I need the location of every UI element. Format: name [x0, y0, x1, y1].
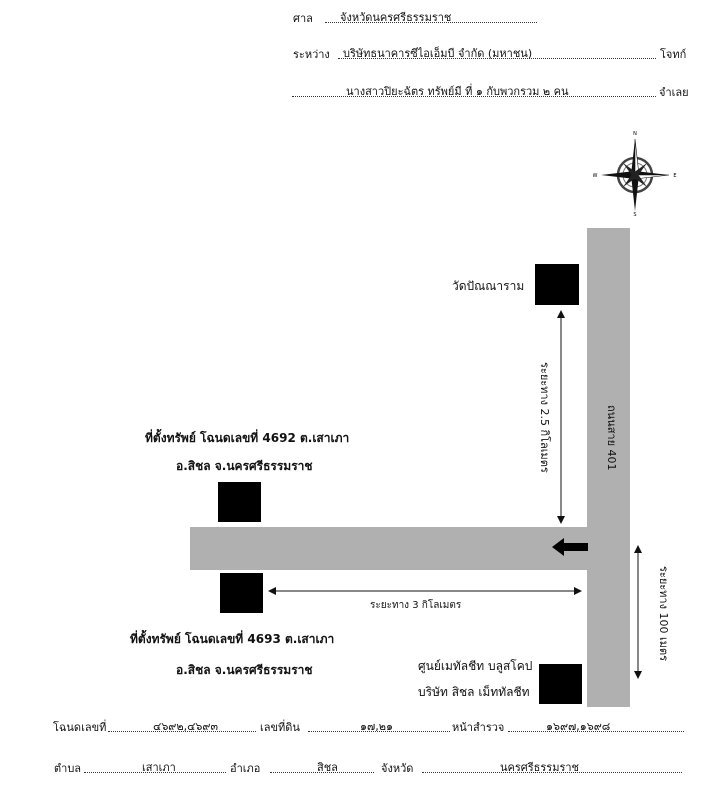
district-value: สิชล: [317, 761, 338, 774]
land-no-label: เลขที่ดิน: [260, 721, 300, 734]
property-2-marker: [220, 573, 263, 613]
temple-label: วัดปัณณาราม: [452, 279, 525, 293]
property-2-line2: อ.สิชล จ.นครศรีธรรมราช: [176, 663, 313, 677]
plaintiff-value: บริษัทธนาคารซีไอเอ็มบี จำกัด (มหาชน): [343, 47, 533, 60]
court-value: จังหวัดนครศรีธรรมราช: [340, 11, 452, 24]
property-1-line1: ที่ตั้งทรัพย์ โฉนดเลขที่ 4692 ต.เสาเภา: [145, 431, 350, 445]
survey-label: หน้าสำรวจ: [452, 721, 505, 734]
survey-value: ๑๖๙๗,๑๖๙๘: [546, 720, 611, 733]
plaintiff-role: โจทก์: [660, 48, 687, 61]
distance-arrow-25km: [553, 310, 569, 524]
subdistrict-value: เสาเภา: [142, 761, 176, 774]
temple-marker: [535, 264, 579, 305]
subdistrict-label: ตำบล: [54, 762, 82, 775]
compass-n: N: [633, 131, 637, 137]
court-label: ศาล: [293, 12, 313, 25]
distance-label-25km: ระยะทาง 2.5 กิโลเมตร: [538, 362, 551, 473]
deed-value: ๔๖๙๒,๔๖๙๓: [153, 720, 218, 733]
defendant-role: จำเลย: [659, 86, 689, 99]
compass-rose-icon: [593, 128, 677, 216]
compass-w: W: [593, 173, 598, 179]
distance-label-100m: ระยะทาง 100 เมตร: [657, 566, 670, 662]
property-2-line1: ที่ตั้งทรัพย์ โฉนดเลขที่ 4693 ต.เสาเภา: [130, 632, 335, 646]
metal-sheet-center-marker: [539, 664, 582, 704]
district-label: อำเภอ: [230, 762, 261, 775]
compass-e: E: [673, 173, 677, 179]
distance-arrow-100m: [630, 545, 646, 679]
distance-label-3km: ระยะทาง 3 กิโลเมตร: [370, 600, 462, 611]
property-1-line2: อ.สิชล จ.นครศรีธรรมราช: [176, 459, 313, 473]
deed-label: โฉนดเลขที่: [53, 721, 107, 734]
center-line1: ศูนย์เมทัลชีท บลูสโคป: [418, 659, 533, 673]
province-label: จังหวัด: [381, 762, 414, 775]
road-401-label: ถนนสาย 401: [605, 405, 618, 471]
defendant-value: นางสาวปิยะฉัตร ทรัพย์มี ที่ ๑ กับพวกรวม ๒ คน: [346, 85, 569, 98]
province-value: นครศรีธรรมราช: [500, 761, 580, 774]
property-1-marker: [218, 482, 261, 522]
distance-arrow-3km: [268, 584, 582, 598]
compass-s: S: [633, 212, 637, 216]
side-road: [190, 527, 587, 570]
land-no-value: ๑๗,๒๑: [360, 720, 393, 733]
between-label: ระหว่าง: [293, 48, 330, 61]
center-line2: บริษัท สิชล เม็ททัลชีท: [418, 685, 530, 699]
direction-arrow-icon: [552, 536, 590, 558]
